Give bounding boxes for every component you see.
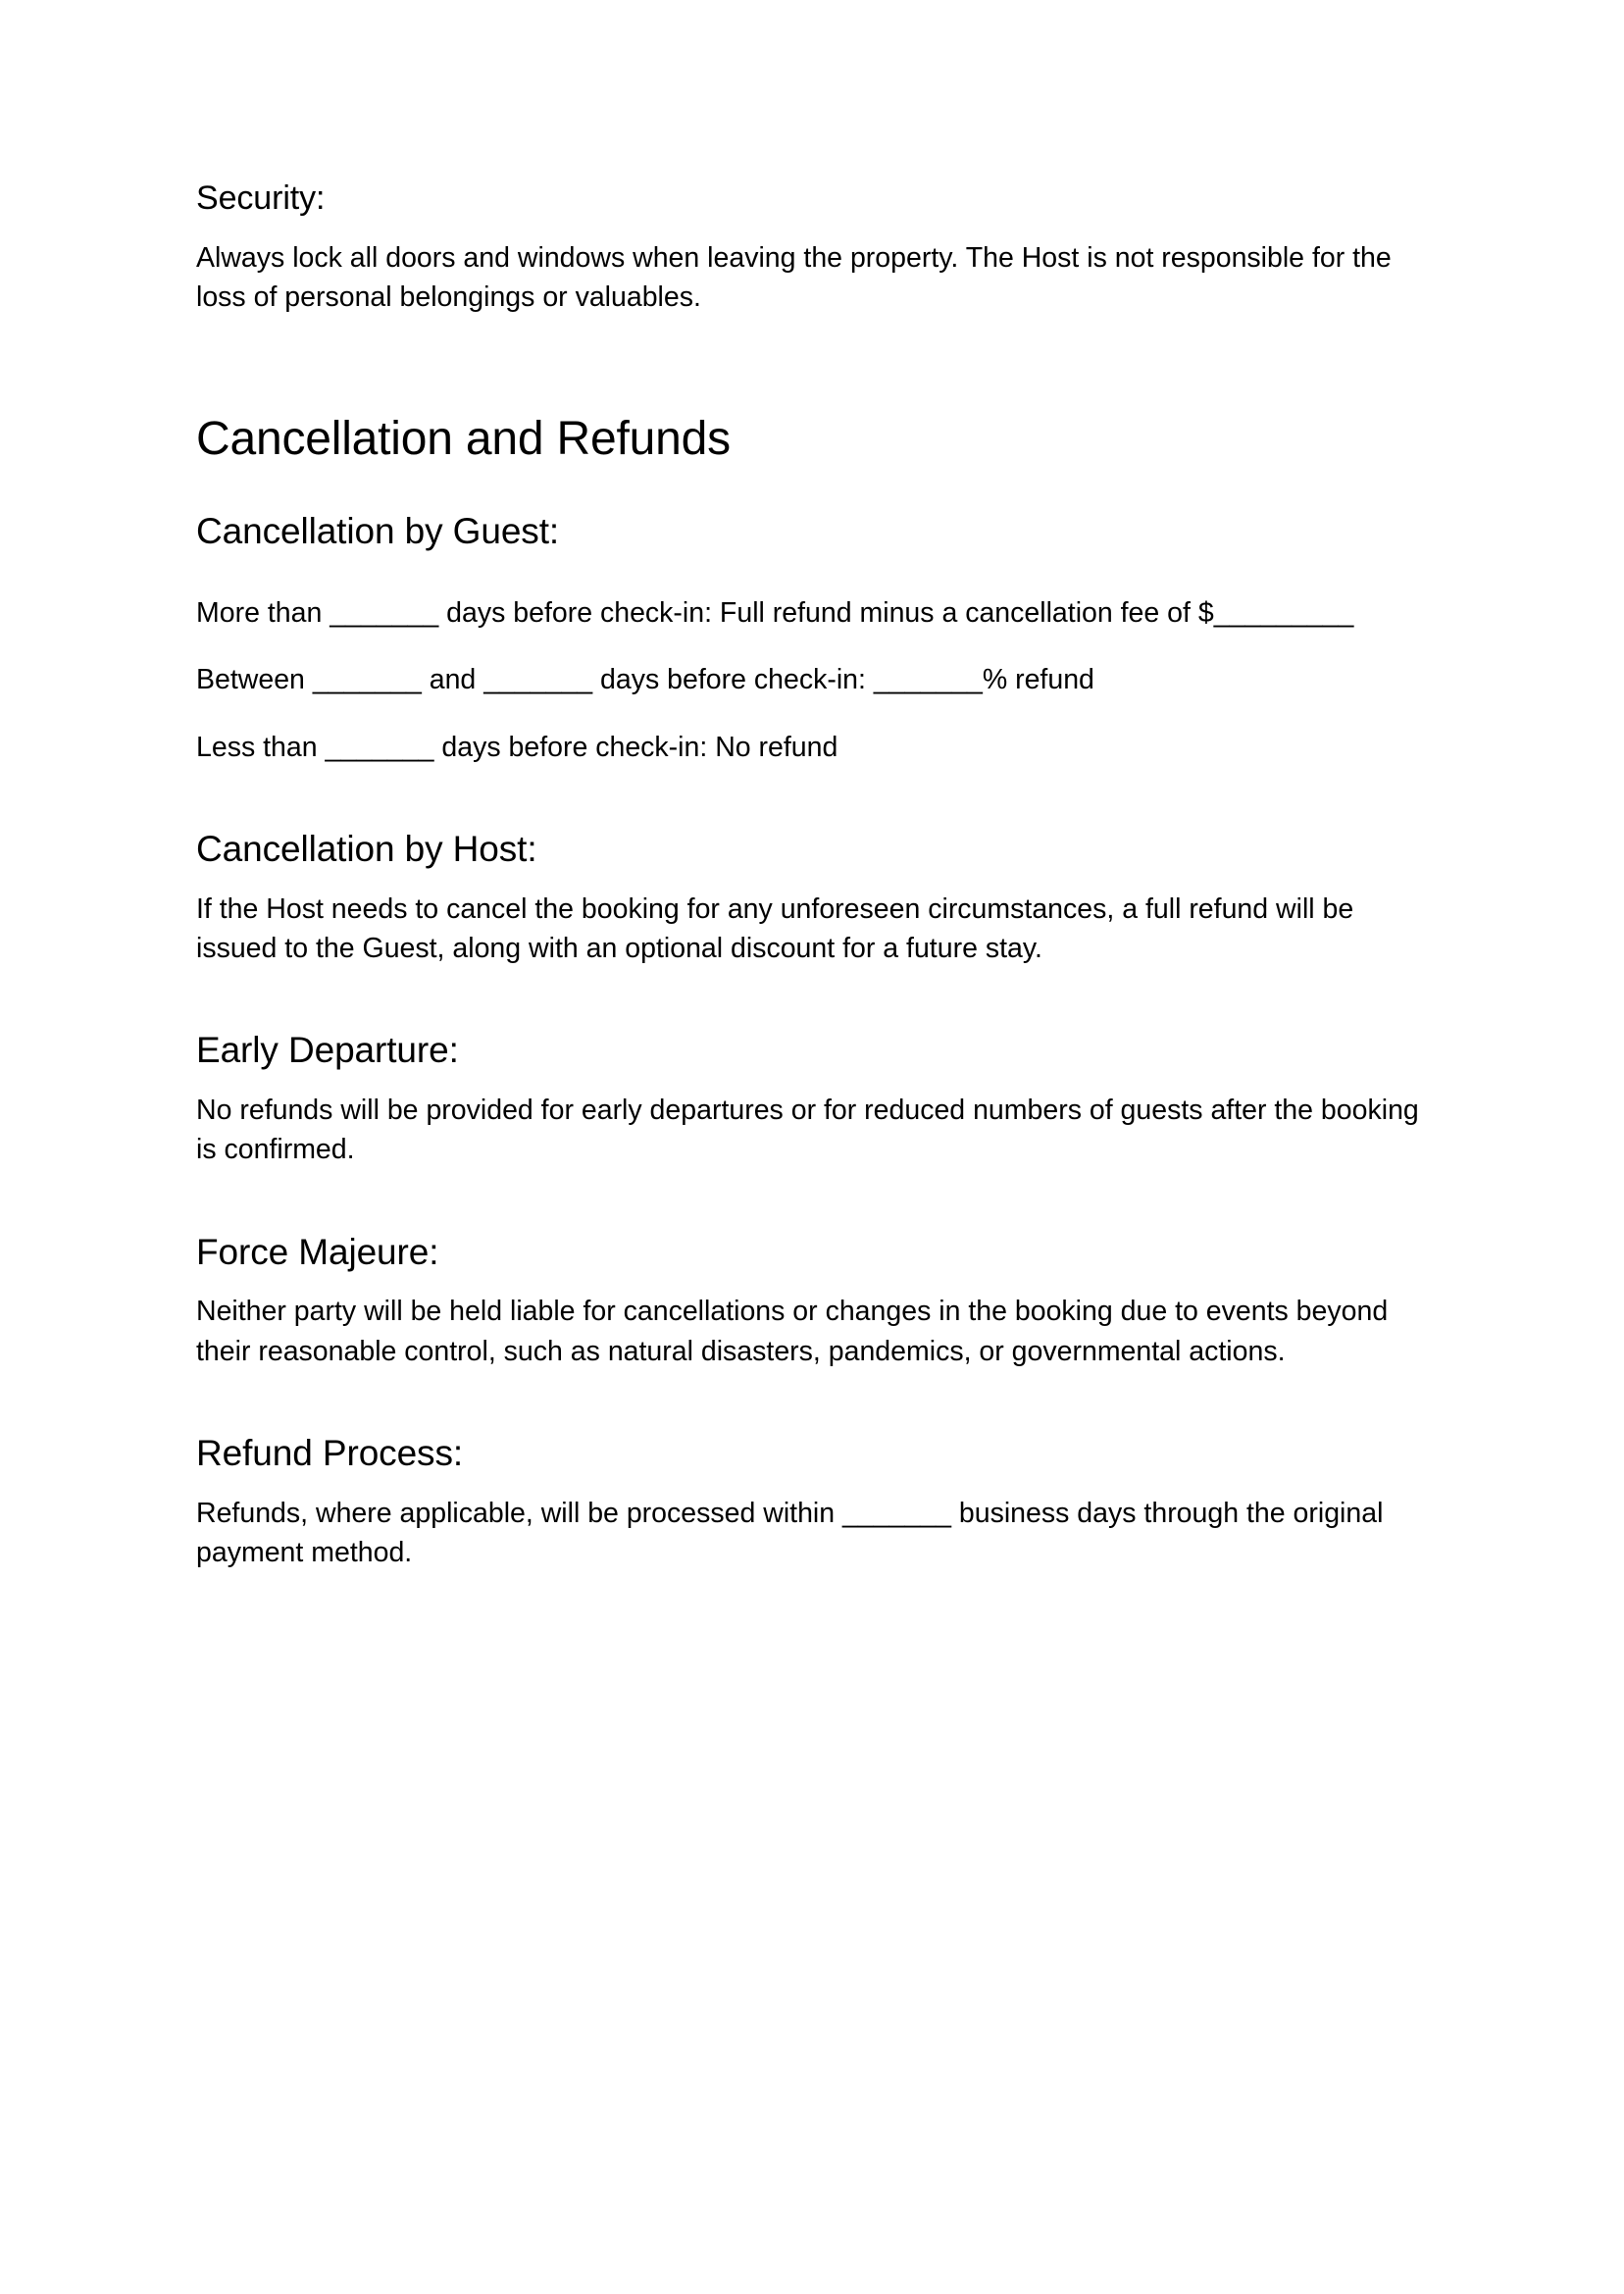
between-text-3: days before check-in: — [592, 664, 874, 696]
paragraph-security: Always lock all doors and windows when leaving the property. The Host is not responsible for the loss of personal belongings or valuables. — [196, 241, 1392, 314]
more-than-text-2: days before check-in: Full refund minus a cancellation fee of — [438, 596, 1198, 629]
heading-refund-process: Refund Process: — [196, 1433, 464, 1474]
heading-early-departure: Early Departure: — [196, 1030, 459, 1071]
between-blank-percent[interactable]: _______ — [873, 664, 983, 696]
paragraph-cancellation-by-host: If the Host needs to cancel the booking for any unforeseen circumstances, a full refund will be issued to the Guest, along with an optional discount for a future stay. — [196, 892, 1354, 965]
more-than-text-1: More than — [196, 596, 330, 629]
between-text-4: % refund — [982, 664, 1094, 696]
refund-process-blank-days[interactable]: _______ — [842, 1497, 951, 1529]
paragraph-early-departure: No refunds will be provided for early departures or for reduced numbers of guests after the booking is confirmed. — [196, 1094, 1419, 1166]
fill-in-line-more-than — [196, 593, 1430, 633]
heading-cancellation-by-guest: Cancellation by Guest: — [196, 511, 560, 552]
between-blank-upper[interactable]: _______ — [483, 664, 593, 696]
more-than-blank-fee[interactable]: _________ — [1213, 596, 1354, 629]
paragraph-force-majeure: Neither party will be held liable for cancellations or changes in the booking due to events beyond their reasonable control, such as natural disasters, pandemics, or governmental actions. — [196, 1296, 1389, 1367]
fill-in-line-refund-process — [196, 1494, 1430, 1573]
between-text-1: Between — [196, 664, 313, 696]
less-than-text-2: days before check-in: No refund — [433, 731, 838, 763]
fill-in-line-less-than — [196, 728, 1430, 767]
heading-cancellation-and-refunds: Cancellation and Refunds — [196, 412, 731, 465]
fill-in-line-between — [196, 660, 1430, 699]
more-than-currency-symbol: $ — [1197, 596, 1214, 629]
document-content — [196, 0, 1430, 1572]
less-than-blank-days[interactable]: _______ — [325, 731, 434, 763]
refund-process-text-2: business days through the original payment method. — [196, 1497, 1384, 1568]
heading-cancellation-by-host: Cancellation by Host: — [196, 829, 537, 870]
refund-process-text-1: Refunds, where applicable, will be processed within — [196, 1497, 843, 1529]
between-blank-lower[interactable]: _______ — [312, 664, 422, 696]
heading-force-majeure: Force Majeure: — [196, 1231, 439, 1272]
more-than-blank-days[interactable]: _______ — [330, 596, 439, 629]
between-text-2: and — [421, 664, 484, 696]
heading-security: Security: — [196, 179, 326, 217]
less-than-text-1: Less than — [196, 731, 326, 763]
